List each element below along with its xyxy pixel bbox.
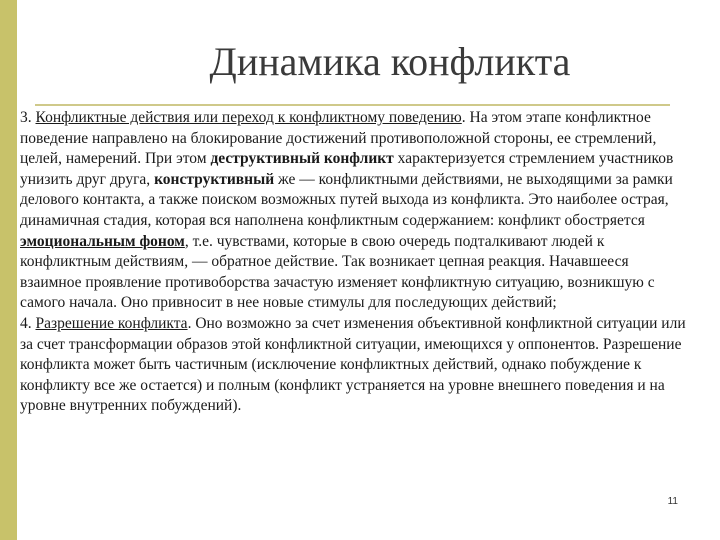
paragraph-4-text-1: . Оно возможно за счет изменения объективной конфликтной ситуации или за счет трансформации образов этой конфликтной ситуации, имеющихся у оппонентов. Разрешение конфликта может быть частичным (исключение конфликтных действий, однако побуждение к конфликту все же остается) и полным (конфликт устраняется на уровне внешнего поведения и на уровне внутренних побуждений). bbox=[20, 314, 686, 415]
paragraph-stage-4 bbox=[20, 314, 692, 417]
paragraph-3-text-2: характеризуется стремлением участников унизить друг друга, bbox=[20, 150, 674, 188]
paragraph-stage-3 bbox=[20, 108, 692, 314]
title-divider bbox=[35, 104, 670, 106]
paragraph-3-text-3: же — конфликтными действиями, не выходящими за рамки делового контакта, а также поиском возможных путей выхода из конфликта. Это наиболее острая, динамичная стадия, которая вся наполнена конфликтным содержанием: конфликт обостряется bbox=[20, 170, 673, 229]
paragraph-3-emotional-background: эмоциональным фоном bbox=[20, 232, 185, 250]
slide-body bbox=[20, 108, 692, 417]
paragraph-3-bold-constructive: конструктивный bbox=[154, 170, 275, 188]
paragraph-3-heading: Конфликтные действия или переход к конфликтному поведению bbox=[35, 109, 462, 126]
page-number: 11 bbox=[667, 496, 678, 507]
paragraph-4-number: 4. bbox=[20, 314, 36, 332]
slide-title: Динамика конфликта bbox=[209, 39, 571, 84]
paragraph-3-text-4: , т.е. чувствами, которые в свою очередь подталкивают людей к конфликтным действиям, — обратное действие. Так возникает цепная реакция. Начавшееся взаимное проявление противоборства зачастую изменяет конфликтную ситуацию, возникшую с самого начала. Оно привносит в нее новые стимулы для последующих действий; bbox=[20, 232, 655, 312]
paragraph-3-text-1: . На этом этапе конфликтное поведение направлено на блокирование достижений противоположной стороны, ее стремлений, целей, намерений. При этом bbox=[20, 109, 657, 168]
paragraph-3-bold-destructive: деструктивный конфликт bbox=[210, 150, 394, 168]
paragraph-3-number: 3. bbox=[20, 109, 36, 126]
paragraph-4-heading: Разрешение конфликта bbox=[35, 314, 188, 332]
